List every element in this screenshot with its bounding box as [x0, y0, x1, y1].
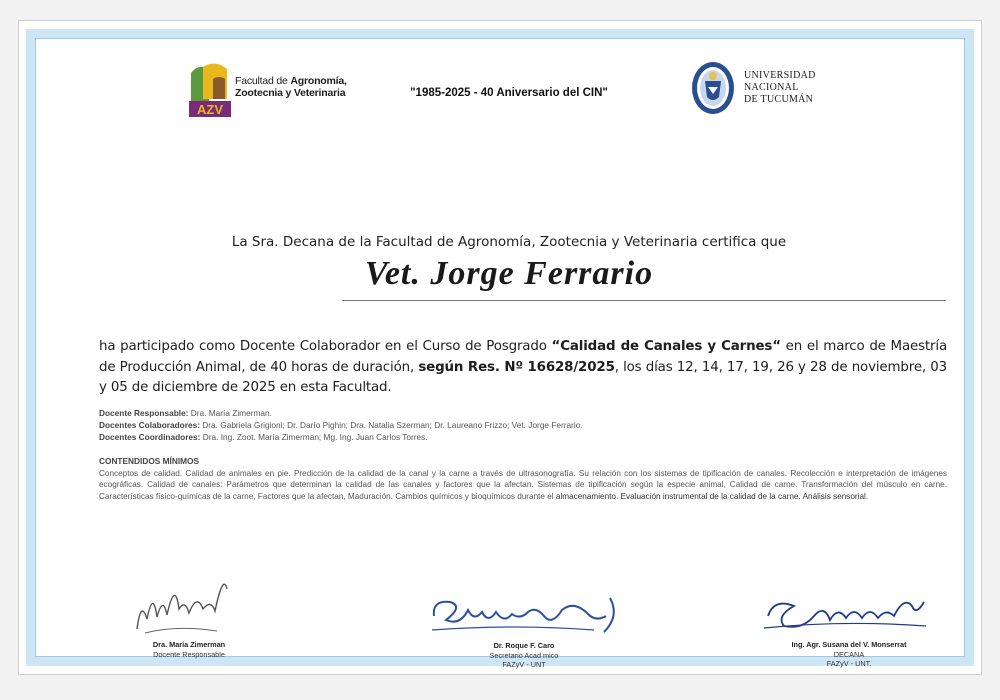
recipient-name: Vet. Jorge Ferrario	[364, 255, 654, 292]
handwritten-signature	[127, 569, 237, 641]
faculty-logo	[189, 59, 349, 119]
participation-text: ha participado como Docente Colaborador en el Curso de Posgrado “Calidad de Canales y Carnes“ en el marco de Maestría de Producción Animal, de 40 horas de duración, según Res. Nº 16628/2025, los días 12, 14, 17, 19, 26 y 28 de noviembre, 03 y 05 de diciembre de 2025 en esta Facultad.	[99, 339, 948, 395]
signature-block-caro: Dr. Roque F. Caro Secretario Acad mico FAZyV - UNT	[424, 586, 624, 676]
faculty-name: Facultad de Agronomía, Zootecnia y Veterinaria	[235, 75, 347, 99]
anniversary-text: "1985-2025 - 40 Aniversario del CIN"	[410, 87, 608, 99]
certifies-statement: La Sra. Decana de la Facultad de Agronomía, Zootecnia y Veterinaria certifica que	[231, 234, 787, 250]
course-title: “Calidad de Canales y Carnes“	[551, 339, 781, 354]
name-underline	[342, 300, 946, 301]
handwritten-signature	[424, 586, 624, 642]
university-name: UNIVERSIDAD NACIONAL DE TUCUMÁN	[744, 70, 816, 105]
minimum-contents: CONTENDIDOS MÍNIMOS Conceptos de calidad. Calidad de animales en pie. Predicción de la calidad de la canal y la carne a través de ultrasonografía. Su relación con los sistemas de tipificación de canales. Recolección e interpretación de imágenes ecográficas. Calidad de canales: Parámetros que determinan la calidad de las canales y factores que la afectan. Sistemas de tipificación según la especie animal, Calidad de carne. Transformación del músculo en carne. Características físico-químicas de la carne, Factores que la afectan, Maduración. Cambios químicos y bioquímicos durante el almacenamiento. Evaluación instrumental de la calidad de la carne. Análisis sensorial.	[99, 456, 947, 501]
contents-text: Conceptos de calidad. Calidad de animales en pie. Predicción de la calidad de la canal y la carne a través de ultrasonografía. Su relación con los sistemas de tipificación de canales. Recolección e interpretación de imágenes ecográficas. Calidad de canales: Parámetros que determinan la calidad de las canales y factores que la afectan. Sistemas de tipificación según la especie animal, Calidad de carne. Transformación del músculo en carne. Características físico-químicas de la carne, Factores que la afectan, Maduración. Cambios químicos y bioquímicos durante el	[99, 468, 947, 501]
university-logo	[691, 61, 861, 121]
teachers-list	[99, 407, 947, 443]
signature-block-monserrat: Ing. Agr. Susana del V. Monserrat DECANA FAZyV - UNT.	[754, 586, 944, 676]
teacher-responsible: Docente Responsable: Dra. María Zimerman.	[99, 408, 272, 418]
contents-title: CONTENDIDOS MÍNIMOS	[99, 456, 200, 466]
certificate-sheet	[18, 20, 982, 675]
resolution-number: según Res. Nº 16628/2025	[418, 359, 615, 375]
handwritten-signature	[754, 586, 944, 642]
teacher-collaborators: Docentes Colaboradores: Dra. Gabriela Grigioni; Dr. Darío Pighin; Dra. Natalia Szerman; Dr. Laureano Frizzo; Vet. Jorge Ferrario.	[99, 420, 583, 430]
teacher-coordinators: Docentes Coordinadores: Dra. Ing. Zoot. María Zimerman; Mg. Ing. Juan Carlos Torres.	[99, 432, 428, 442]
logo-initials: AZV	[197, 102, 223, 117]
azv-logo-icon	[189, 61, 231, 117]
signature-block-zimerman: Dra. María Zimerman Docente Responsable	[119, 569, 259, 669]
university-seal-icon	[691, 61, 735, 115]
